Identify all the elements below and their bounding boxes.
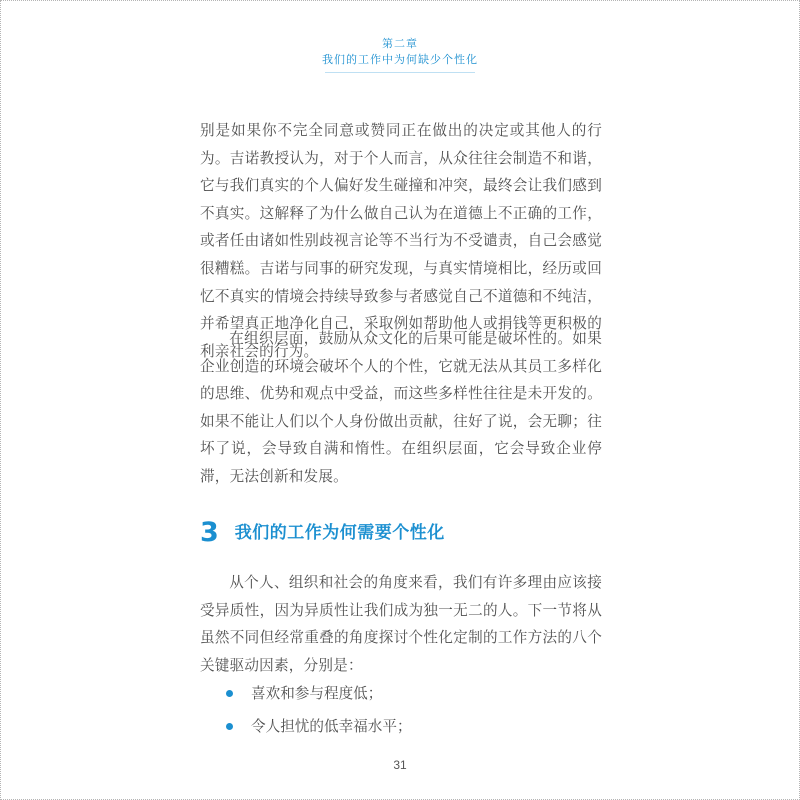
chapter-title: 我们的工作中为何缺少个性化 (322, 53, 478, 66)
running-header (0, 36, 800, 73)
section-intro-paragraph (200, 569, 602, 679)
bullet-dot-icon (226, 690, 233, 697)
list-item-text: 喜欢和参与程度低； (251, 685, 383, 702)
paragraph-text: 别是如果你不完全同意或赞同正在做出的决定或其他人的行为。吉诺教授认为，对于个人而言，从众往往会制造不和谐，它与我们真实的个人偏好发生碰撞和冲突，最终会让我们感到不真实。这解释了为什么做自己认为在道德上不正确的工作，或者任由诸如性别歧视言论等不当行为不受谴责，自己会感觉很糟糕。吉诺与同事的研究发现，与真实情境相比，经历或回忆不真实的情境会持续导致参与者感觉自己不道德和不纯洁，并希望真正地净化自己，采取例如帮助他人或捐钱等更积极的利亲社会的行为。 (200, 122, 602, 360)
driver-list (226, 677, 586, 743)
body-paragraph-2 (200, 325, 602, 491)
section-number: 3 (200, 517, 219, 548)
page-number: 31 (393, 758, 407, 772)
paragraph-text: 从个人、组织和社会的角度来看，我们有许多理由应该接受异质性，因为异质性让我们成为独一无二的人。下一节将从虽然不同但经常重叠的角度探讨个性化定制的工作方法的八个关键驱动因素，分别是： (200, 574, 602, 674)
chapter-label: 第二章 (382, 37, 418, 50)
list-item-text: 令人担忧的低幸福水平； (251, 718, 412, 735)
bullet-dot-icon (226, 723, 233, 730)
section-heading (200, 514, 445, 552)
list-item (226, 677, 586, 710)
list-item (226, 710, 586, 743)
section-title: 我们的工作为何需要个性化 (234, 523, 445, 543)
header-rule (325, 72, 475, 73)
paragraph-text: 在组织层面，鼓励从众文化的后果可能是破坏性的。如果企业创造的环境会破坏个人的个性，它就无法从其员工多样化的思维、优势和观点中受益，而这些多样性往往是未开发的。如果不能让人们以个人身份做出贡献，往好了说，会无聊；往坏了说，会导致自满和惰性。在组织层面，它会导致企业停滞，无法创新和发展。 (200, 330, 602, 485)
